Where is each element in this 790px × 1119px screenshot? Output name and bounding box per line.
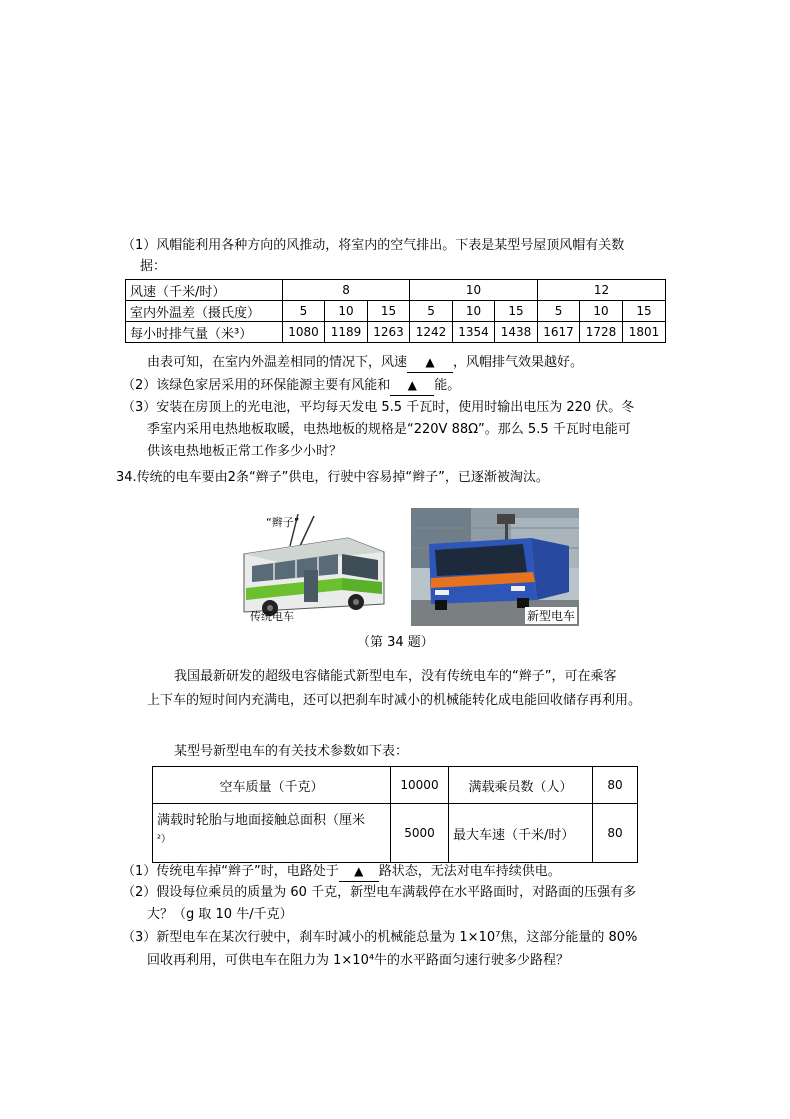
contact-area-label-line1: 满载时轮胎与地面接触总面积（厘米 — [157, 813, 366, 828]
triangle-mark: ▲ — [425, 355, 435, 369]
new-tram-label: 新型电车 — [527, 609, 576, 623]
volume-cell: 1242 — [410, 322, 453, 343]
q34-para2: 上下车的短时间内充满电，还可以把刹车时减小的机械能转化成电能回收储存再利用。 — [147, 693, 642, 708]
q2-text-pre: （2）该绿色家居采用的环保能源主要有风能和 — [122, 378, 391, 393]
contact-area-label — [153, 804, 391, 863]
speed-cell: 10 — [410, 280, 538, 301]
q1-line1: （1）风帽能利用各种方向的风推动，将室内的空气排出。下表是某型号屋顶风帽有关数 — [122, 238, 625, 253]
temp-cell: 5 — [538, 301, 580, 322]
temp-cell: 5 — [283, 301, 325, 322]
volume-cell: 1728 — [580, 322, 623, 343]
empty-mass-label: 空车质量（千克） — [153, 767, 391, 804]
q1-conclusion — [147, 353, 583, 373]
capacity-value: 80 — [593, 767, 638, 804]
figure-caption: （第 34 题） — [357, 635, 434, 650]
q34-s2-line1: （2）假设每位乘员的质量为 60 千克，新型电车满载停在水平路面时，对路面的压强有多 — [122, 885, 637, 900]
traditional-trolleybus-image — [238, 508, 388, 626]
volume-cell: 1354 — [453, 322, 495, 343]
conclusion-text-pre: 由表可知，在室内外温差相同的情况下，风速 — [147, 355, 408, 370]
contact-area-label-line2: ²） — [157, 834, 172, 845]
q34-s3-line1: （3）新型电车在某次行驶中，刹车时减小的机械能总量为 1×10⁷焦，这部分能量的 80% — [122, 930, 638, 945]
table-row — [126, 322, 666, 343]
q34-intro: 34.传统的电车要由2条“辫子”供电，行驶中容易掉“辫子”，已逐渐被淘汰。 — [116, 470, 549, 485]
row-label-exhaust: 每小时排气量（米³） — [126, 322, 283, 343]
row-label-temp-diff: 室内外温差（摄氏度） — [126, 301, 283, 322]
tram-parameter-table — [152, 766, 638, 863]
triangle-mark: ▲ — [354, 864, 364, 878]
temp-cell: 10 — [325, 301, 368, 322]
temp-cell: 15 — [623, 301, 666, 322]
wind-cap-table — [125, 279, 666, 343]
q34-s2-line2: 大？（g 取 10 牛/千克） — [147, 907, 293, 922]
volume-cell: 1189 — [325, 322, 368, 343]
table-row — [126, 301, 666, 322]
q3-line1: （3）安装在房顶上的光电池，平均每天发电 5.5 千瓦时，使用时输出电压为 220 伏。冬 — [122, 400, 635, 415]
volume-cell: 1263 — [368, 322, 410, 343]
braid-label: “辫子” — [266, 516, 300, 529]
answer-blank[interactable] — [407, 353, 453, 373]
q3-line2: 季室内采用电热地板取暖，电热地板的规格是“220V 88Ω”。那么 5.5 千瓦时电能可 — [147, 422, 631, 437]
speed-cell: 12 — [538, 280, 666, 301]
table-row — [153, 767, 638, 804]
table-row — [126, 280, 666, 301]
volume-cell: 1080 — [283, 322, 325, 343]
new-electric-bus-image — [411, 508, 579, 626]
temp-cell: 10 — [453, 301, 495, 322]
q34-s1 — [122, 862, 561, 882]
triangle-mark: ▲ — [407, 378, 417, 392]
q2-text-post: 能。 — [434, 378, 461, 393]
temp-cell: 10 — [580, 301, 623, 322]
empty-mass-value: 10000 — [391, 767, 449, 804]
conclusion-text-post: ，风帽排气效果越好。 — [453, 355, 584, 370]
s1-text-pre: （1）传统电车掉“辫子”时，电路处于 — [122, 864, 339, 879]
answer-blank[interactable] — [339, 862, 379, 882]
q34-s3-line2: 回收再利用，可供电车在阻力为 1×10⁴牛的水平路面匀速行驶多少路程？ — [147, 953, 570, 968]
s1-text-post: 路状态，无法对电车持续供电。 — [378, 864, 561, 879]
q2-line — [122, 376, 460, 396]
volume-cell: 1617 — [538, 322, 580, 343]
volume-cell: 1801 — [623, 322, 666, 343]
q1-line2: 据： — [140, 259, 167, 274]
answer-blank[interactable] — [390, 376, 434, 396]
speed-cell: 8 — [283, 280, 410, 301]
q34-para1: 我国最新研发的超级电容储能式新型电车，没有传统电车的“辫子”，可在乘客 — [174, 669, 617, 684]
max-speed-value: 80 — [593, 804, 638, 863]
temp-cell: 5 — [410, 301, 453, 322]
max-speed-label: 最大车速（千米/时） — [449, 804, 593, 863]
capacity-label: 满载乘员数（人） — [449, 767, 593, 804]
traditional-tram-label: 传统电车 — [250, 610, 294, 623]
row-label-wind-speed: 风速（千米/时） — [126, 280, 283, 301]
volume-cell: 1438 — [495, 322, 538, 343]
temp-cell: 15 — [368, 301, 410, 322]
contact-area-value: 5000 — [391, 804, 449, 863]
table-row — [153, 804, 638, 863]
temp-cell: 15 — [495, 301, 538, 322]
q34-table-intro: 某型号新型电车的有关技术参数如下表： — [174, 744, 409, 759]
q3-line3: 供该电热地板正常工作多少小时？ — [147, 444, 343, 459]
